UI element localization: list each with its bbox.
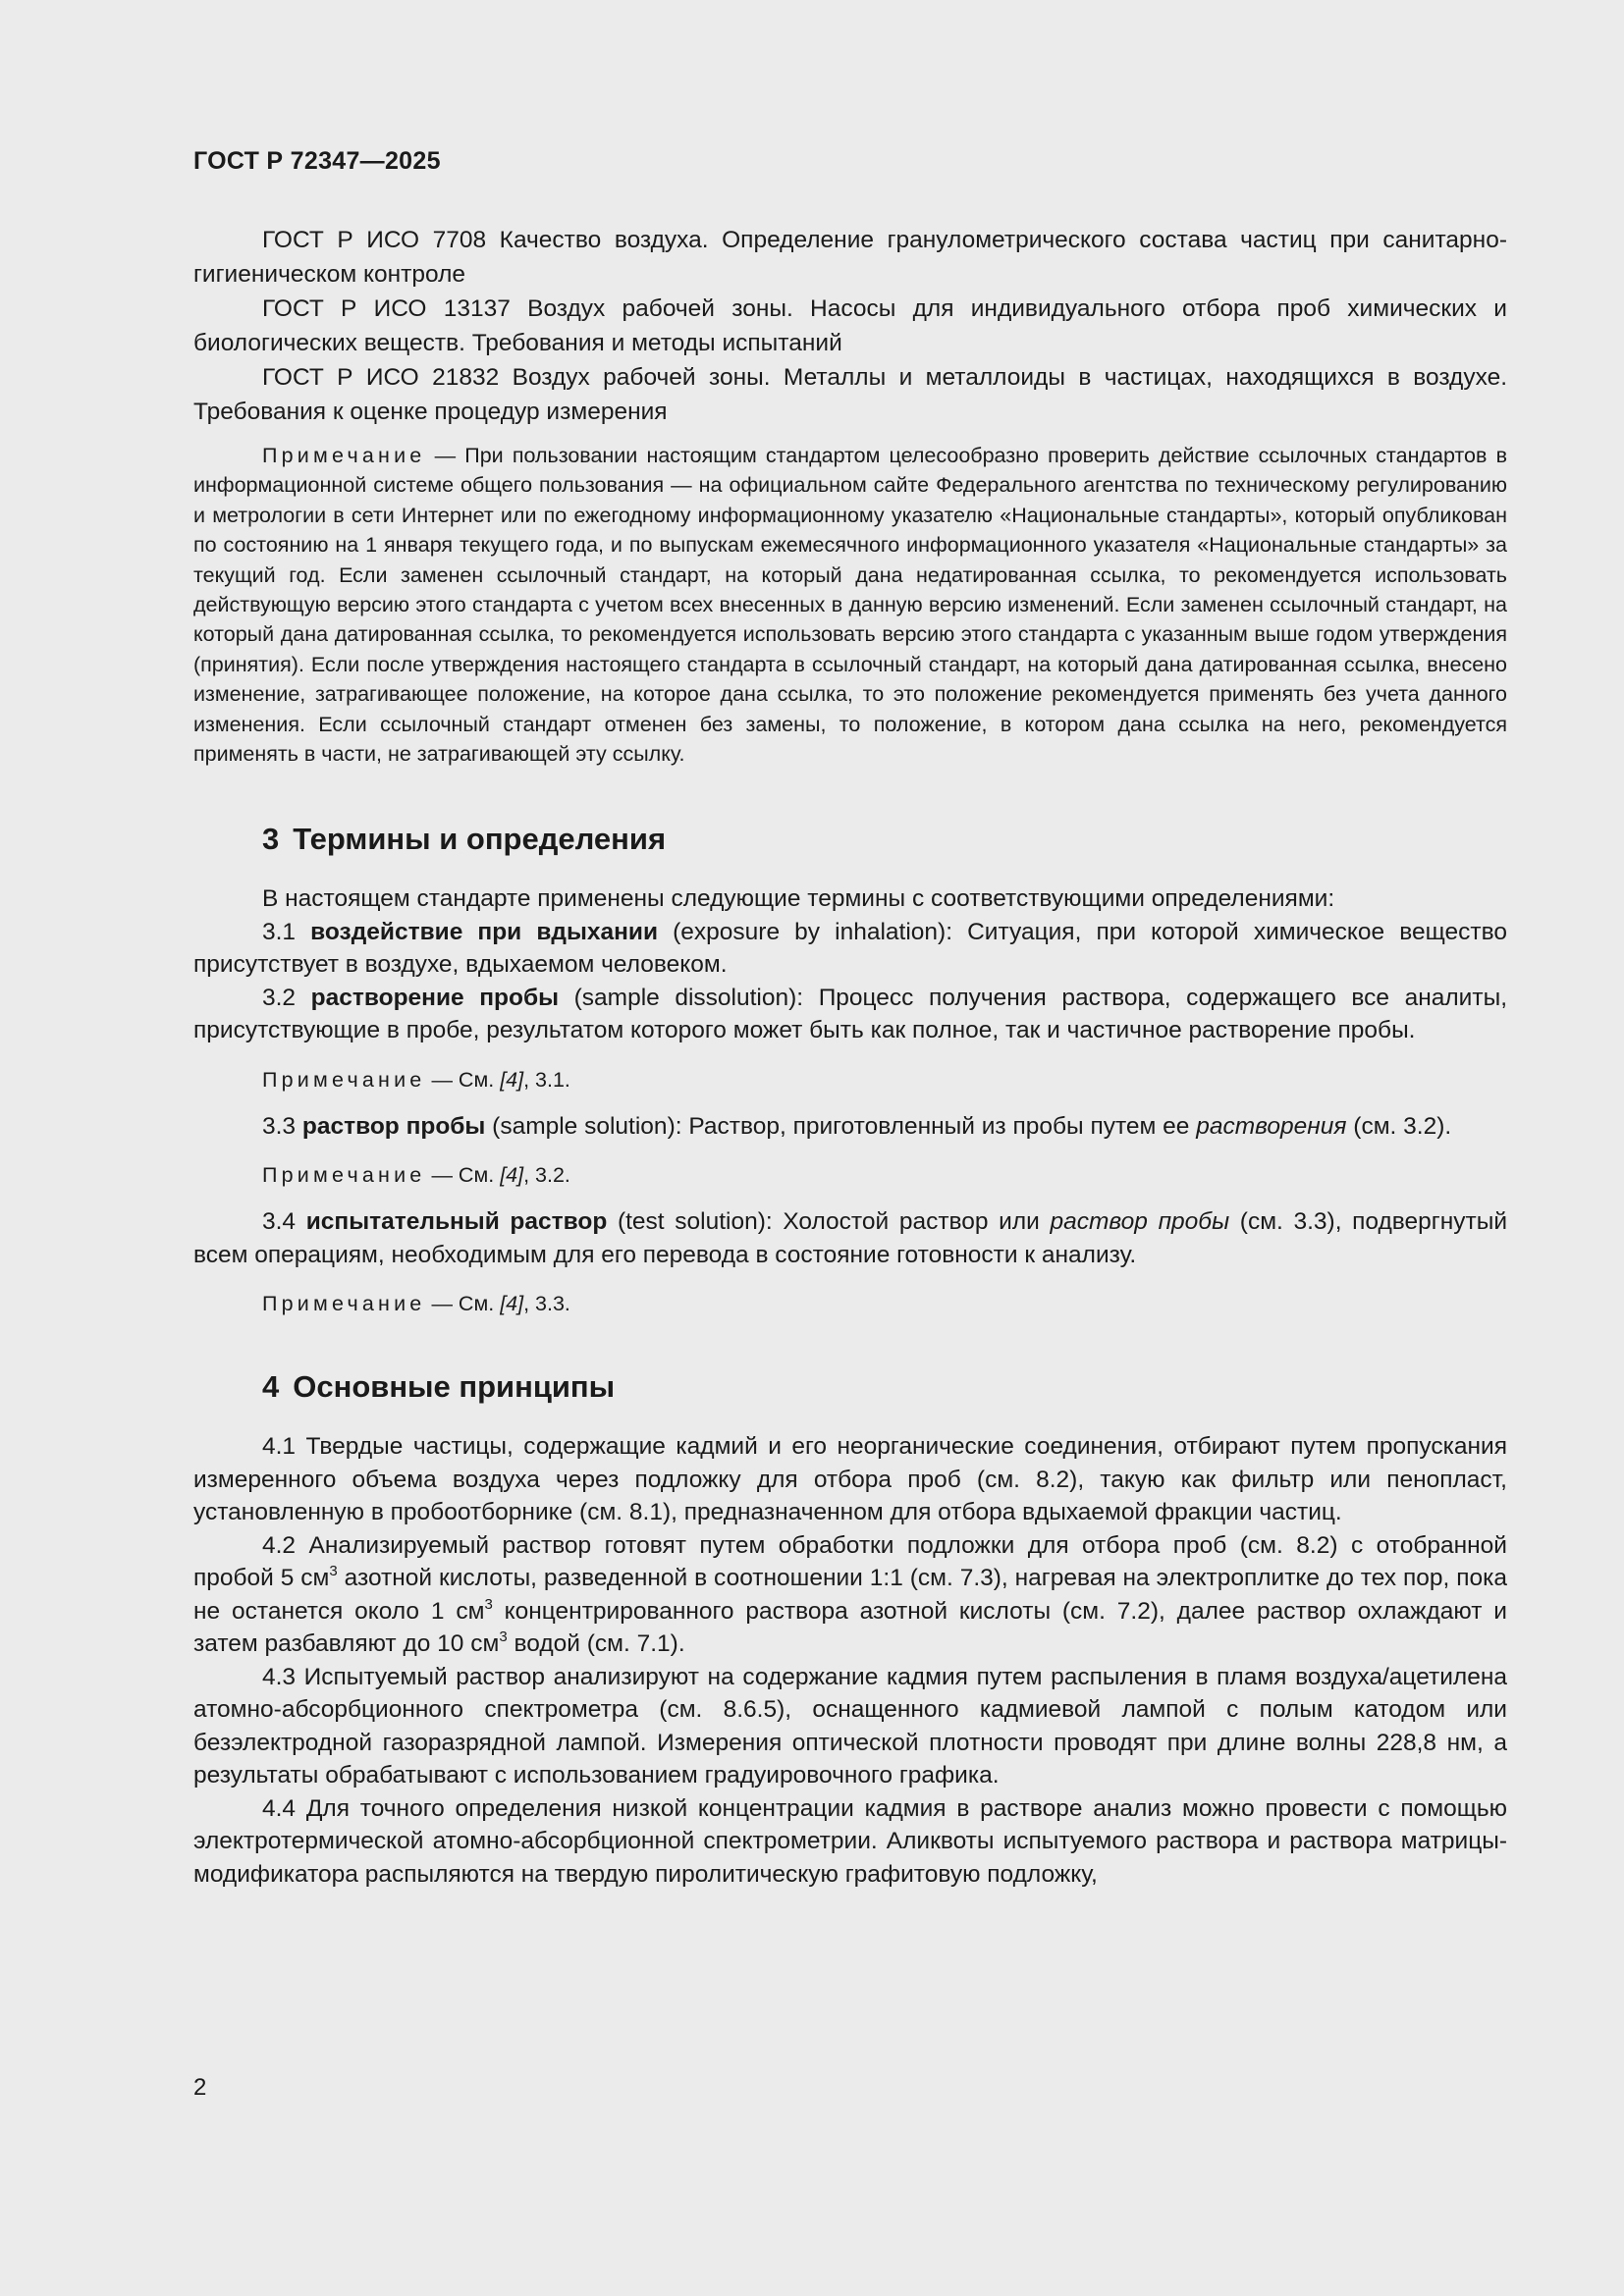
superscript: 3 <box>329 1563 338 1580</box>
note-dash: — <box>431 1067 453 1092</box>
note-dash: — <box>431 1292 453 1316</box>
term-definition-end: (см. 3.3), подвергнутый всем операциям, необходимым для его перевода в состояние готовности к анализу. <box>193 1208 1508 1268</box>
term-number: 3.2 <box>262 984 297 1011</box>
term-english: (exposure by inhalation): <box>673 918 953 945</box>
note-dash: — <box>431 1163 453 1188</box>
paragraph-4-2 <box>193 1529 1507 1661</box>
superscript: 3 <box>499 1629 508 1646</box>
term-3-1 <box>193 916 1507 982</box>
document-id-header: ГОСТ Р 72347—2025 <box>193 147 441 175</box>
term-definition: Раствор, приготовленный из пробы путем ее <box>688 1112 1190 1140</box>
section-title: Термины и определения <box>293 822 667 857</box>
reference-item: ГОСТ Р ИСО 13137 Воздух рабочей зоны. Насосы для индивидуального отбора проб химических и биологических веществ. Требования и методы испытаний <box>193 295 1507 356</box>
reference-item: ГОСТ Р ИСО 7708 Качество воздуха. Определение гранулометрического состава частиц при санитарно-гигиеническом контроле <box>193 227 1507 288</box>
term-3-3-note <box>193 1160 1507 1190</box>
term-english: (sample dissolution): <box>573 984 804 1011</box>
paragraph-4-1: 4.1 Твердые частицы, содержащие кадмий и его неорганические соединения, отбирают путем пропускания измеренного объема воздуха через подложку для отбора проб (см. 8.2), такую как фильтр или пенопласт, установленную в пробоотборнике (см. 8.1), предназначенном для отбора вдыхаемой фракции частиц. <box>193 1433 1507 1526</box>
note-clause: , 3.3. <box>523 1292 570 1316</box>
section-number: 3 <box>262 822 280 857</box>
paragraph-4-4: 4.4 Для точного определения низкой концентрации кадмия в растворе анализ можно провести с помощью электротермической атомно-абсорбционной спектрометрии. Аликвоты испытуемого раствора и раствора матрицы-модификатора распыляются на твердую пиролитическую графитовую подложку, <box>193 1794 1507 1888</box>
section-3-heading <box>193 822 1507 857</box>
section-title: Основные принципы <box>293 1369 616 1405</box>
term-3-4-note <box>193 1289 1507 1318</box>
superscript: 3 <box>484 1595 493 1613</box>
note-clause: , 3.2. <box>523 1163 570 1188</box>
term-name: испытательный раствор <box>305 1208 608 1236</box>
note-label: Примечание <box>262 1292 426 1316</box>
term-english: (sample solution): <box>492 1112 682 1140</box>
note-text: При пользовании настоящим стандартом целесообразно проверить действие ссылочных стандартов в информационной системе общего пользования — на официальном сайте Федерального агентства по техническому регулированию и метрологии в сети Интернет или по ежегодному информационному указателю «Национальные стандарты», который опубликован по состоянию на 1 января текущего года, и по выпускам ежемесячного информационного указателя «Национальные стандарты» за текущий год. Если заменен ссылочный стандарт, на который дана недатированная ссылка, то рекомендуется использовать действующую версию этого стандарта с учетом всех внесенных в данную версию изменений. Если заменен ссылочный стандарт, на который дана датированная ссылка, то рекомендуется использовать версию этого стандарта с указанным выше годом утверждения (принятия). Если после утверждения настоящего стандарта в ссылочный стандарт, на который дана датированная ссылка, внесено изменение, затрагивающее положение, на которое дана ссылка, то это положение рекомендуется применять без учета данного изменения. Если ссылочный стандарт отменен без замены, то положение, в котором дана ссылка на него, рекомендуется применять в части, не затрагивающей эту ссылку. <box>193 444 1507 767</box>
term-crossref: растворения <box>1196 1112 1347 1140</box>
reference-item: ГОСТ Р ИСО 21832 Воздух рабочей зоны. Металлы и металлоиды в частицах, находящихся в воздухе. Требования к оценке процедур измерения <box>193 364 1507 425</box>
note-dash: — <box>434 444 457 467</box>
term-number: 3.1 <box>262 918 297 945</box>
paragraph-text: 4.2 Анализируемый раствор готовят путем обработки подложки для отбора проб (см. 8.2) с отобранной пробой 5 см <box>193 1531 1507 1592</box>
term-3-2 <box>193 982 1507 1047</box>
section-3-intro: В настоящем стандарте применены следующие термины с соответствующими определениями: <box>262 885 1335 913</box>
note-see: См. <box>458 1163 495 1188</box>
term-crossref: раствор пробы <box>1050 1208 1230 1236</box>
reference-note <box>193 441 1507 769</box>
section-number: 4 <box>262 1369 280 1405</box>
term-name: растворение пробы <box>310 984 560 1011</box>
term-english: (test solution): <box>617 1208 773 1236</box>
term-number: 3.3 <box>262 1112 297 1140</box>
note-clause: , 3.1. <box>523 1067 570 1092</box>
document-page <box>193 147 1507 1891</box>
note-see: См. <box>458 1067 495 1092</box>
note-label: Примечание <box>262 1163 426 1188</box>
bibliography-ref: [4] <box>500 1292 524 1316</box>
note-label: Примечание <box>262 1067 426 1092</box>
paragraph-4-3: 4.3 Испытуемый раствор анализируют на содержание кадмия путем распыления в пламя воздуха/ацетилена атомно-абсорбционного спектрометра (см. 8.6.5), оснащенного кадмиевой лампой с полым катодом или безэлектродной газоразрядной лампой. Измерения оптической плотности проводят при длине волны 228,8 нм, а результаты обрабатывают с использованием градуировочного графика. <box>193 1663 1507 1789</box>
note-label: Примечание <box>262 444 426 467</box>
term-3-4 <box>193 1205 1507 1271</box>
term-3-3 <box>193 1110 1507 1144</box>
paragraph-text: концентрированного раствора азотной кислоты (см. 7.2), далее раствор охлаждают и затем разбавляют до 10 см <box>193 1597 1507 1658</box>
paragraph-text: водой (см. 7.1). <box>507 1630 685 1658</box>
page-number: 2 <box>193 2074 207 2101</box>
term-3-2-note <box>193 1065 1507 1095</box>
term-definition: Ситуация, при которой химическое вещество присутствует в воздухе, вдыхаемом человеком. <box>193 918 1507 979</box>
section-4-heading <box>193 1369 1507 1405</box>
bibliography-ref: [4] <box>500 1163 524 1188</box>
note-see: См. <box>458 1292 495 1316</box>
term-definition: Холостой раствор или <box>783 1208 1040 1236</box>
paragraph-text: азотной кислоты, разведенной в соотношении 1:1 (см. 7.3), нагревая на электроплитке до тех пор, пока не останется около 1 см <box>193 1565 1507 1625</box>
term-definition: Процесс получения раствора, содержащего все аналиты, присутствующие в пробе, результатом которого может быть как полное, так и частичное растворение пробы. <box>193 984 1508 1044</box>
term-definition-end: (см. 3.2). <box>1353 1112 1452 1140</box>
term-number: 3.4 <box>262 1208 297 1236</box>
term-name: воздействие при вдыхании <box>310 918 659 945</box>
term-name: раствор пробы <box>301 1112 486 1140</box>
bibliography-ref: [4] <box>500 1067 524 1092</box>
